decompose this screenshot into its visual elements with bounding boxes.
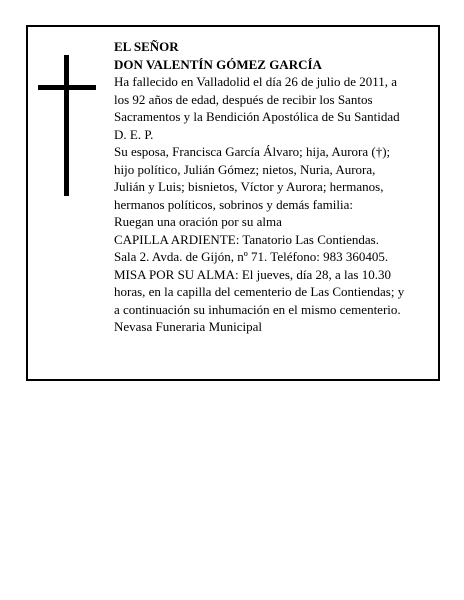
obituary-text <box>114 38 432 336</box>
chapel-line: Sala 2. Avda. de Gijón, nº 71. Teléfono: 983 360405. <box>114 249 389 264</box>
family-line: hermanos políticos, sobrinos y demás familia: <box>114 196 354 212</box>
cross-horizontal-bar <box>38 85 96 90</box>
announcement-line: los 92 años de edad, después de recibir los Santos <box>114 91 373 107</box>
mass-line: a continuación su inhumación en el mismo cementerio. <box>114 301 401 317</box>
chapel-line: CAPILLA ARDIENTE: Tanatorio Las Contiendas. <box>114 231 379 247</box>
cross-vertical-bar <box>64 55 69 196</box>
announcement-line: Ha fallecido en Valladolid el día 26 de julio de 2011, a <box>114 74 398 89</box>
prayer-request: Ruegan una oración por su alma <box>114 214 282 229</box>
announcement-line: D. E. P. <box>114 126 154 142</box>
mass-line: horas, en la capilla del cementerio de Las Contiendas; y <box>114 284 405 299</box>
family-line: Su esposa, Francisca García Álvaro; hija, Aurora (†); <box>114 144 391 159</box>
family-line: hijo político, Julián Gómez; nietos, Nuria, Aurora, <box>114 161 376 177</box>
mass-line: MISA POR SU ALMA: El jueves, día 28, a las 10.30 <box>114 266 391 282</box>
funeral-home: Nevasa Funeraria Municipal <box>114 319 263 334</box>
deceased-name: DON VALENTÍN GÓMEZ GARCÍA <box>114 56 322 72</box>
announcement-line: Sacramentos y la Bendición Apostólica de Su Santidad <box>114 109 400 124</box>
honorific: EL SEÑOR <box>114 39 179 54</box>
family-line: Julián y Luis; bisnietos, Víctor y Aurora; hermanos, <box>114 179 384 194</box>
